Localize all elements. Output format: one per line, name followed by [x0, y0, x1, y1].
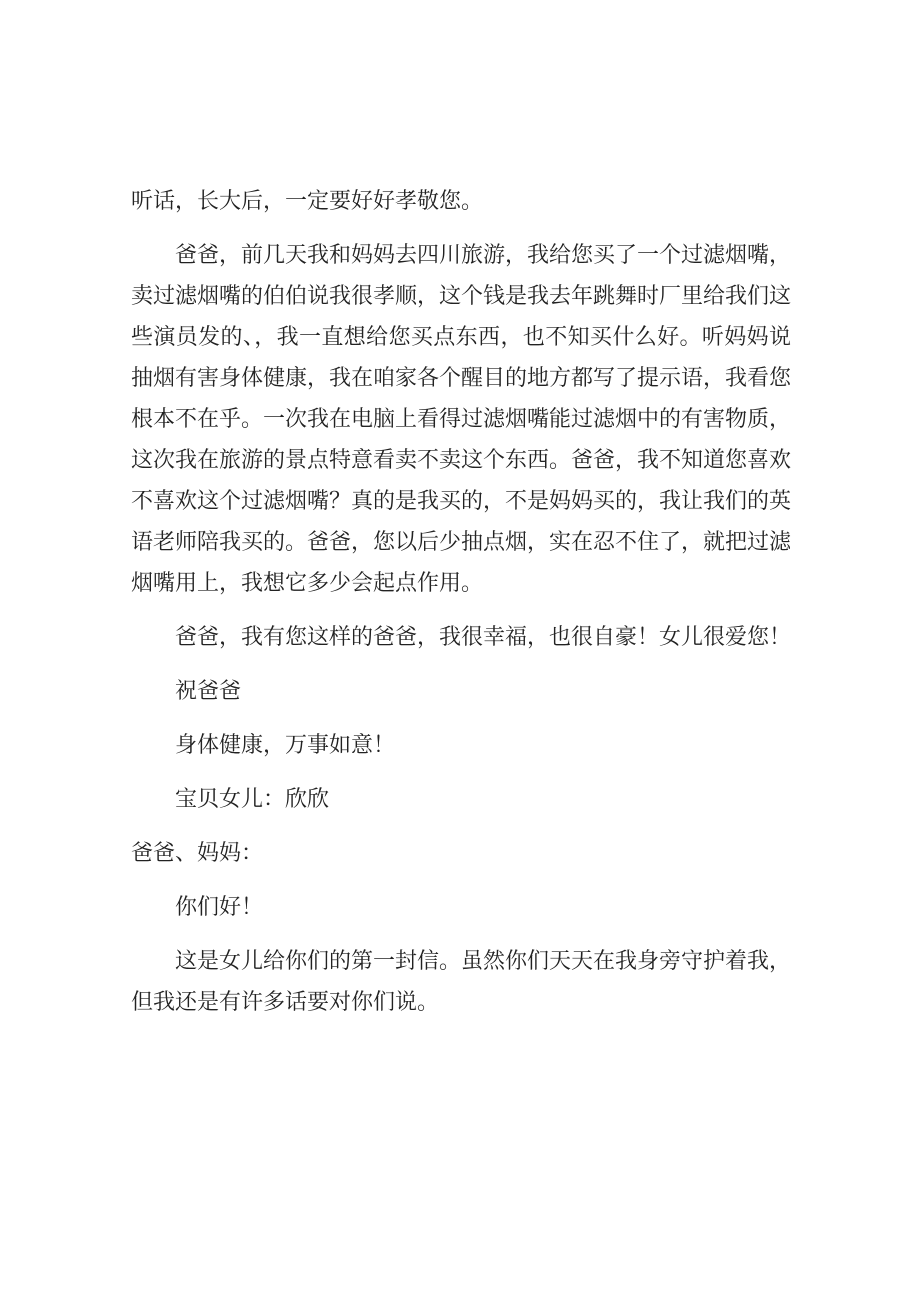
paragraph-love-declaration: 爸爸，我有您这样的爸爸，我很幸福，也很自豪！女儿很爱您！ [175, 624, 792, 649]
paragraph-signature: 宝贝女儿：欣欣 [175, 786, 330, 811]
paragraph-wish-body: 身体健康，万事如意！ [175, 732, 396, 757]
paragraph-continuation: 听话，长大后，一定要好好孝敬您。 [131, 188, 484, 213]
letter-body [131, 180, 791, 1035]
paragraph-second-letter-salutation: 爸爸、妈妈： [131, 840, 264, 865]
paragraph-greeting: 你们好！ [175, 894, 264, 919]
paragraph-wish-salutation: 祝爸爸 [175, 678, 242, 703]
paragraph-gift-story: 爸爸，前几天我和妈妈去四川旅游，我给您买了一个过滤烟嘴，卖过滤烟嘴的伯伯说我很孝顺，这个钱是我去年跳舞时厂里给我们这些演员发的、，我一直想给您买点东西，也不知买什么好。听妈妈说抽烟有害身体健康，我在咱家各个醒目的地方都写了提示语，我看您根本不在乎。一次我在电脑上看得过滤烟嘴能过滤烟中的有害物质，这次我在旅游的景点特意看卖不卖这个东西。爸爸，我不知道您喜欢不喜欢这个过滤烟嘴？真的是我买的，不是妈妈买的，我让我们的英语老师陪我买的。爸爸，您以后少抽点烟，实在忍不住了，就把过滤烟嘴用上，我想它多少会起点作用。 [131, 242, 792, 595]
paragraph-second-letter-intro: 这是女儿给你们的第一封信。虽然你们天天在我身旁守护着我，但我还是有许多话要对你们说。 [131, 948, 792, 1014]
